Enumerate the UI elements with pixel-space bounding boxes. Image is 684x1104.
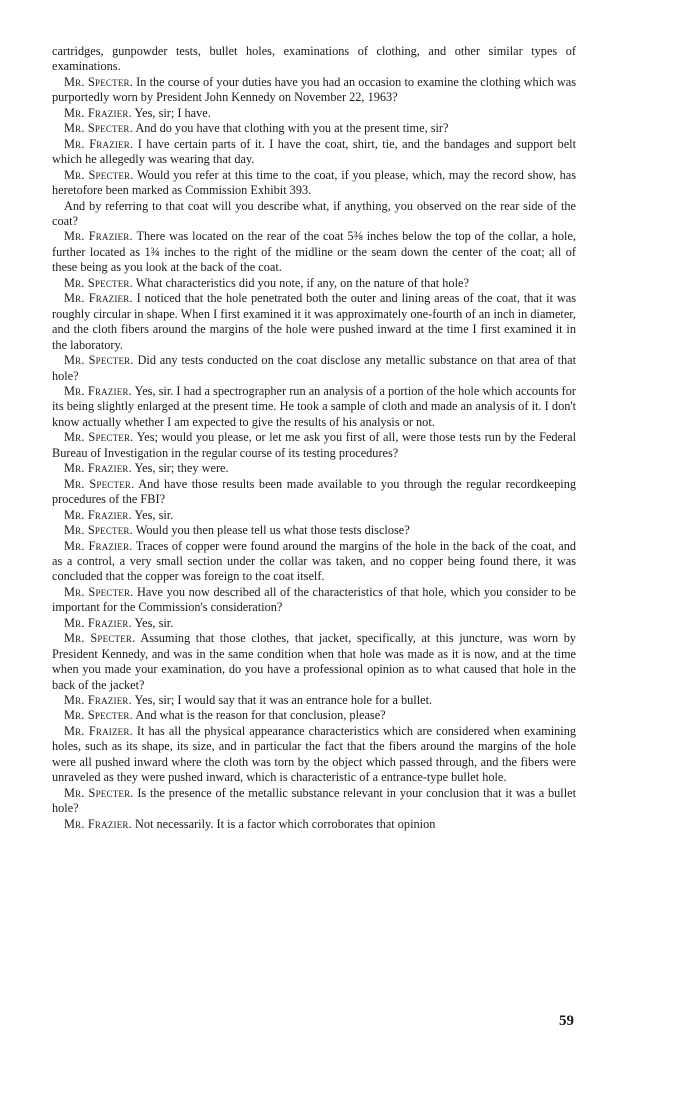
paragraph-text: Have you now described all of the characteristics of that hole, which you consider to be important for the Commission's consideration? [52, 584, 576, 615]
speaker-name: Mr. Specter. [64, 74, 133, 89]
transcript-paragraph [52, 616, 576, 631]
paragraph-text: I noticed that the hole penetrated both the outer and lining areas of the coat, that it was roughly circular in shape. When I first examined it it was approximately one-fourth of an inch in diameter, and the cloth fibers around the margins of the hole were pushed inward at the time I first examined it in the laboratory. [52, 291, 576, 352]
speaker-name: Mr. Specter. [64, 785, 134, 800]
paragraph-text: I have certain parts of it. I have the coat, shirt, tie, and the bandages and support belt which he allegedly was wearing that day. [52, 136, 576, 167]
speaker-name: Mr. Frazier. [64, 507, 132, 522]
transcript-paragraph [52, 523, 576, 538]
paragraph-text: And do you have that clothing with you at the present time, sir? [135, 121, 449, 136]
speaker-name: Mr. Frazier. [64, 816, 132, 831]
transcript-paragraph [52, 724, 576, 786]
speaker-name: Mr. Frazier. [64, 136, 134, 151]
speaker-name: Mr. Specter. [64, 275, 133, 290]
transcript-page [52, 44, 576, 832]
transcript-paragraph [52, 631, 576, 693]
transcript-paragraph [52, 75, 576, 106]
transcript-paragraph [52, 384, 576, 430]
transcript-paragraph [52, 817, 576, 832]
paragraph-text: And what is the reason for that conclusion, please? [135, 708, 386, 723]
transcript-paragraph [52, 585, 576, 616]
transcript-paragraph [52, 430, 576, 461]
paragraph-text: What characteristics did you note, if any, on the nature of that hole? [135, 275, 469, 290]
paragraph-text: Assuming that those clothes, that jacket, specifically, at this juncture, was worn by President Kennedy, and was in the same condition when that hole was made as it is now, and at the time when you made your examination, do you have a professional opinion as to what caused that hole in the back of the jacket? [52, 631, 576, 692]
speaker-name: Mr. Frazier. [64, 383, 132, 398]
paragraph-text: Yes, sir; I would say that it was an entrance hole for a bullet. [134, 693, 433, 708]
speaker-name: Mr. Frazier. [64, 291, 133, 306]
speaker-name: Mr. Specter. [64, 353, 134, 368]
paragraph-text: Not necessarily. It is a factor which corroborates that opinion [134, 816, 436, 831]
paragraph-text: And by referring to that coat will you describe what, if anything, you observed on the rear side of the coat? [52, 198, 576, 228]
transcript-paragraph [52, 477, 576, 508]
transcript-paragraph [52, 708, 576, 723]
speaker-name: Mr. Specter. [64, 584, 134, 599]
speaker-name: Mr. Frazier. [64, 615, 132, 630]
speaker-name: Mr. Specter. [64, 476, 135, 491]
transcript-paragraph [52, 786, 576, 817]
transcript-paragraph [52, 461, 576, 476]
speaker-name: Mr. Fraizer. [64, 723, 133, 738]
paragraph-text: It has all the physical appearance characteristics which are considered when examining holes, such as its shape, its size, and in particular the fact that the fibers around the margins of the hole were all pushed inward where the cloth was torn by the object which passed through, and the fibers were unraveled as they were pushed inward, which is characteristic of a entrance-type bullet hole. [52, 723, 576, 785]
speaker-name: Mr. Frazier. [64, 538, 133, 553]
speaker-name: Mr. Frazier. [64, 229, 133, 244]
paragraph-text: Yes, sir; I have. [134, 105, 211, 120]
paragraph-text: Yes, sir. [134, 615, 174, 630]
speaker-name: Mr. Specter. [64, 430, 134, 445]
transcript-paragraph [52, 106, 576, 121]
page-number: 59 [559, 1013, 574, 1029]
paragraph-text: cartridges, gunpowder tests, bullet holes, examinations of clothing, and other similar types of examinations. [52, 44, 576, 74]
paragraph-text: Yes, sir; they were. [134, 461, 229, 476]
paragraph-text: Did any tests conducted on the coat disclose any metallic substance on that area of that hole? [52, 353, 577, 383]
speaker-name: Mr. Frazier. [64, 105, 132, 120]
paragraph-text: Would you refer at this time to the coat, if you please, which, may the record show, has heretofore been marked as Commission Exhibit 393. [52, 167, 577, 198]
speaker-name: Mr. Frazier. [64, 461, 132, 476]
paragraph-text: Is the presence of the metallic substance relevant in your conclusion that it was a bullet hole? [52, 785, 576, 816]
transcript-paragraph [52, 137, 576, 168]
speaker-name: Mr. Frazier. [64, 693, 132, 708]
speaker-name: Mr. Specter. [64, 121, 133, 136]
paragraph-text: In the course of your duties have you had an occasion to examine the clothing which was purportedly worn by President John Kennedy on November 22, 1963? [52, 74, 577, 105]
paragraph-text: There was located on the rear of the coat 5⅜ inches below the top of the collar, a hole, further located as 1¾ inches to the right of the midline or the seam down the center of the coat; all of these being as you look at the back of the coat. [52, 229, 576, 275]
paragraph-text: And have those results been made available to you through the regular recordkeeping procedures of the FBI? [52, 476, 576, 507]
speaker-name: Mr. Specter. [64, 708, 133, 723]
transcript-paragraph [52, 539, 576, 585]
transcript-paragraph [52, 291, 576, 353]
transcript-paragraph [52, 168, 576, 199]
transcript-paragraph [52, 121, 576, 136]
speaker-name: Mr. Specter. [64, 167, 134, 182]
paragraph-text: Would you then please tell us what those tests disclose? [135, 523, 410, 538]
speaker-name: Mr. Specter. [64, 523, 133, 538]
paragraph-text: Yes, sir. [134, 507, 174, 522]
transcript-paragraph [52, 199, 576, 230]
speaker-name: Mr. Specter. [64, 631, 136, 646]
transcript-paragraph [52, 229, 576, 275]
paragraph-text: Traces of copper were found around the margins of the hole in the back of the coat, and as a control, a very small section under the collar was taken, and no copper being found there, it was concluded that the copper was foreign to the coat itself. [52, 538, 576, 584]
transcript-paragraph [52, 508, 576, 523]
transcript-paragraph [52, 353, 576, 384]
transcript-paragraph [52, 44, 576, 75]
transcript-paragraph [52, 693, 576, 708]
paragraph-text: Yes, sir. I had a spectrographer run an analysis of a portion of the hole which accounts for its being slightly enlarged at the present time. He took a sample of cloth and made an analysis of it. I don't know actually whether I am expected to give the results of his analysis or not. [52, 383, 576, 429]
paragraph-text: Yes; would you please, or let me ask you first of all, were those tests run by the Federal Bureau of Investigation in the regular course of its testing procedures? [52, 430, 576, 460]
transcript-paragraph [52, 276, 576, 291]
